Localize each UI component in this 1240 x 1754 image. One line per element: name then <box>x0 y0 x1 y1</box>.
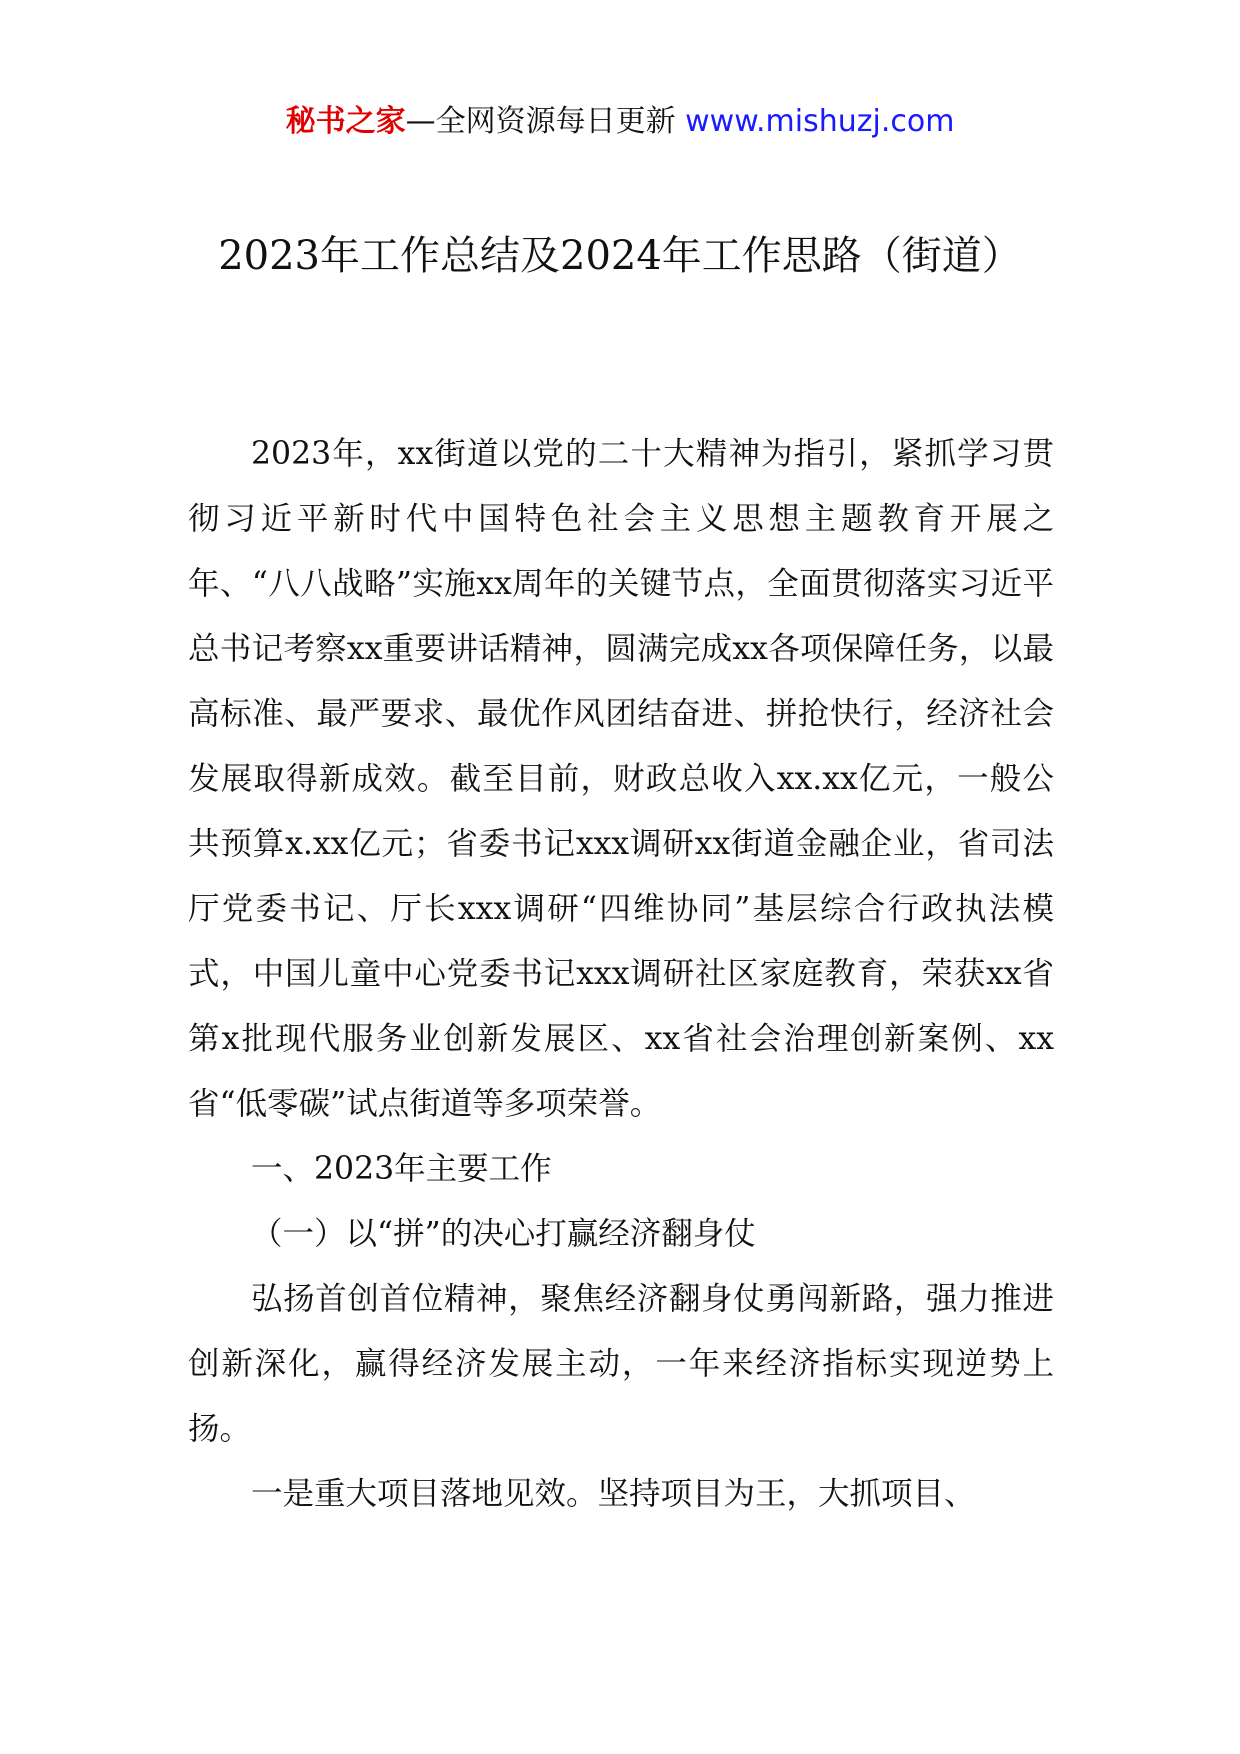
site-banner <box>0 102 1240 142</box>
document-title: 2023年工作总结及2024年工作思路（街道） <box>218 233 1022 279</box>
site-url-link[interactable]: www.mishuzj.com <box>685 104 955 139</box>
brand-name: 秘书之家 <box>285 104 406 139</box>
subsection-heading: （一）以“拼”的决心打赢经济翻身仗 <box>251 1216 756 1252</box>
intro-paragraph: 2023年，xx街道以党的二十大精神为指引，紧抓学习贯彻习近平新时代中国特色社会主义思想主题教育开展之年、“八八战略”实施xx周年的关键节点，全面贯彻落实习近平总书记考察xx重要讲话精神，圆满完成xx各项保障任务，以最高标准、最严要求、最优作风团结奋进、拼抢快行，经济社会发展取得新成效。截至目前，财政总收入xx.xx亿元，一般公共预算x.xx亿元；省委书记xxx调研xx街道金融企业，省司法厅党委书记、厅长xxx调研“四维协同”基层综合行政执法模式，中国儿童中心党委书记xxx调研社区家庭教育，荣获xx省第x批现代服务业创新发展区、xx省社会治理创新案例、xx省“低零碳”试点街道等多项荣誉。 <box>188 436 1054 1122</box>
banner-tagline: —全网资源每日更新 <box>405 104 686 139</box>
body-paragraph: 弘扬首创首位精神，聚焦经济翻身仗勇闯新路，强力推进创新深化，赢得经济发展主动，一年来经济指标实现逆势上扬。 <box>188 1281 1054 1447</box>
body-paragraph: 一是重大项目落地见效。坚持项目为王，大抓项目、 <box>251 1476 976 1512</box>
section-heading: 一、2023年主要工作 <box>251 1151 552 1187</box>
document-body <box>188 422 1054 1527</box>
